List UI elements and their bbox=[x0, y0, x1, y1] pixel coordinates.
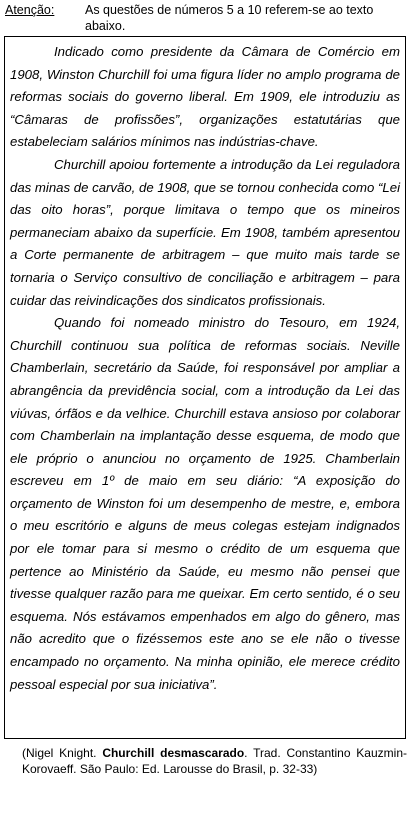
paragraph: Quando foi nomeado ministro do Tesouro, em 1924, Churchill continuou sua política de reformas sociais. Neville Chamberlain, secretário da Saúde, foi responsável por ampliar a abrangência da previdência social, com a introdução da Lei das viúvas, órfãos e da velhice. Churchill estava ansioso por colaborar com Chamberlain na implantação desse esquema, de modo que ele próprio o anunciou no orçamento de 1925. Chamberlain escreveu em 1º de maio em seu diário: “A exposição do orçamento de Winston foi um desempenho de mestre, e, embora o meu escritório e alguns de meus colegas estejam indignados por ele tomar para si mesmo o crédito de um esquema que pertence ao Ministério da Saúde, eu mesmo não pensei que tivesse qualquer razão para me queixar. Em certo sentido, é o seu esquema. Nós estávamos empenhados em algo do gênero, mas não acredito que o fizéssemos este ano se ele não o tivesse encampado no orçamento. Na minha opinião, ele merece crédito pessoal especial por sua iniciativa”. bbox=[10, 315, 400, 692]
notice-label: Atenção: bbox=[5, 3, 55, 17]
text-box bbox=[4, 36, 406, 739]
reference bbox=[22, 745, 407, 777]
reference-after: . Trad. Constantino Kauzmin-Korovaeff. São Paulo: Ed. Larousse do Brasil, p. 32-33) bbox=[22, 746, 407, 776]
notice-text: As questões de números 5 a 10 referem-se ao texto abaixo. bbox=[85, 3, 374, 33]
reference-before: (Nigel Knight. bbox=[22, 746, 103, 760]
paragraph: Churchill apoiou fortemente a introdução da Lei reguladora das minas de carvão, de 1908, que se tornou conhecida como “Lei das oito horas”, porque limitava o tempo que os mineiros permaneciam abaixo da superfície. Em 1908, também apresentou a Corte permanente de arbitragem – que muito mais tarde se tornaria o Serviço consultivo de conciliação e arbitragem – para cuidar das reivindicações dos sindicatos profissionais. bbox=[10, 156, 401, 308]
paragraph: Indicado como presidente da Câmara de Comércio em 1908, Winston Churchill foi uma figura líder no amplo programa de reformas sociais do governo liberal. Em 1909, ele introduziu as “Câmaras de profissões”, organizações estatutárias que estabeleciam salários mínimos nas indústrias-chave. bbox=[10, 44, 400, 150]
reference-title: Churchill desmascarado bbox=[102, 746, 245, 760]
